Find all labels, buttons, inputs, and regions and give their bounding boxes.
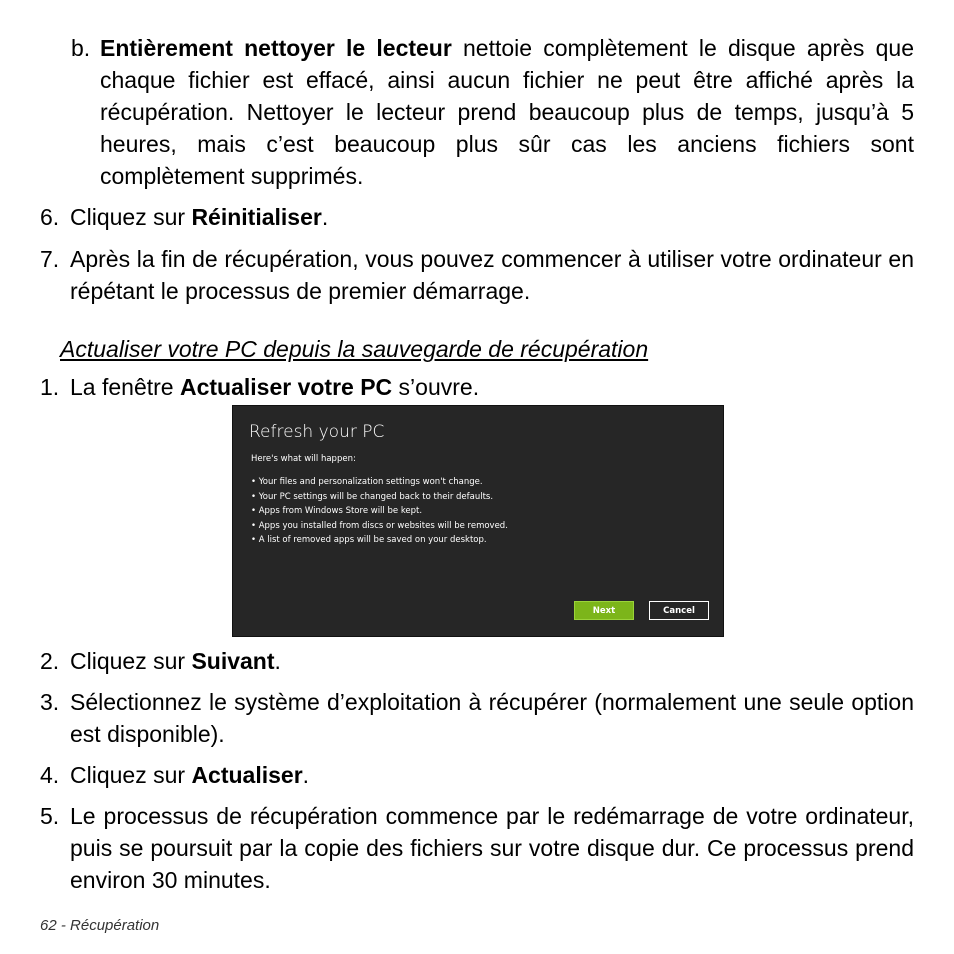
step-3-text: Sélectionnez le système d’exploitation à récupérer (normalement une seule option est disponible).	[70, 689, 914, 747]
step-7-text: Après la fin de récupération, vous pouvez commencer à utiliser votre ordinateur en répétant le processus de premier démarrage.	[70, 246, 914, 304]
step-6-marker: 6.	[40, 204, 60, 230]
step-1-text	[70, 371, 914, 403]
step-4-text	[70, 759, 914, 791]
step-2-text	[70, 645, 914, 677]
step-3-marker: 3.	[40, 689, 60, 715]
refresh-pc-title: Refresh your PC	[249, 422, 385, 442]
next-button[interactable]: Next	[574, 601, 634, 620]
step-1-pre: La fenêtre	[70, 374, 180, 400]
list-item: • Apps you installed from discs or websites will be removed.	[251, 520, 508, 531]
list-item: • Apps from Windows Store will be kept.	[251, 506, 423, 516]
step-6-pre: Cliquez sur	[70, 204, 192, 230]
step-2-post: .	[274, 648, 281, 674]
step-4-bold: Actualiser	[191, 762, 303, 788]
step-2-bold: Suivant	[191, 648, 275, 674]
step-1-bold: Actualiser votre PC	[179, 374, 393, 400]
list-item: • Your files and personalization settings won't change.	[251, 477, 483, 487]
step-4-post: .	[302, 762, 310, 788]
step-2-pre: Cliquez sur	[70, 648, 192, 674]
refresh-pc-subtitle: Here's what will happen:	[251, 454, 356, 464]
step-4-pre: Cliquez sur	[70, 762, 192, 788]
item-marker-b: b.	[71, 35, 91, 61]
list-item: • Your PC settings will be changed back to their defaults.	[251, 491, 494, 502]
item-b-bold: Entièrement nettoyer le lecteur	[100, 35, 452, 61]
item-b-body: nettoie complètement le disque après que chaque fichier est effacé, ainsi aucun fichier ne peut être affiché après la récupération. Nettoyer le lecteur prend beaucoup plus de temps, jusqu’à 5 heures, mais c’est beaucoup plus sûr cas les anciens fichiers sont complètement supprimés.	[100, 35, 914, 189]
step-4-marker: 4.	[40, 762, 60, 788]
step-6-text	[70, 201, 914, 233]
refresh-pc-bullet-list	[251, 475, 508, 548]
step-6-post: .	[321, 204, 329, 230]
step-5-text: Le processus de récupération commence par le redémarrage de votre ordinateur, puis se poursuit par la copie des fichiers sur votre disque dur. Ce processus prend environ 30 minutes.	[70, 803, 914, 893]
step-6-bold: Réinitialiser	[191, 204, 322, 230]
item-b-text	[100, 32, 914, 192]
refresh-pc-screenshot	[232, 405, 724, 637]
section-subheading: Actualiser votre PC depuis la sauvegarde de récupération	[60, 336, 649, 362]
page-footer: 62 - Récupération	[40, 917, 160, 934]
step-5-marker: 5.	[40, 803, 60, 829]
step-7-marker: 7.	[40, 246, 60, 272]
step-1-post: s’ouvre.	[392, 374, 480, 400]
cancel-button[interactable]: Cancel	[649, 601, 709, 620]
step-1-marker: 1.	[40, 374, 60, 400]
step-2-marker: 2.	[40, 648, 60, 674]
list-item: • A list of removed apps will be saved on your desktop.	[251, 535, 487, 545]
